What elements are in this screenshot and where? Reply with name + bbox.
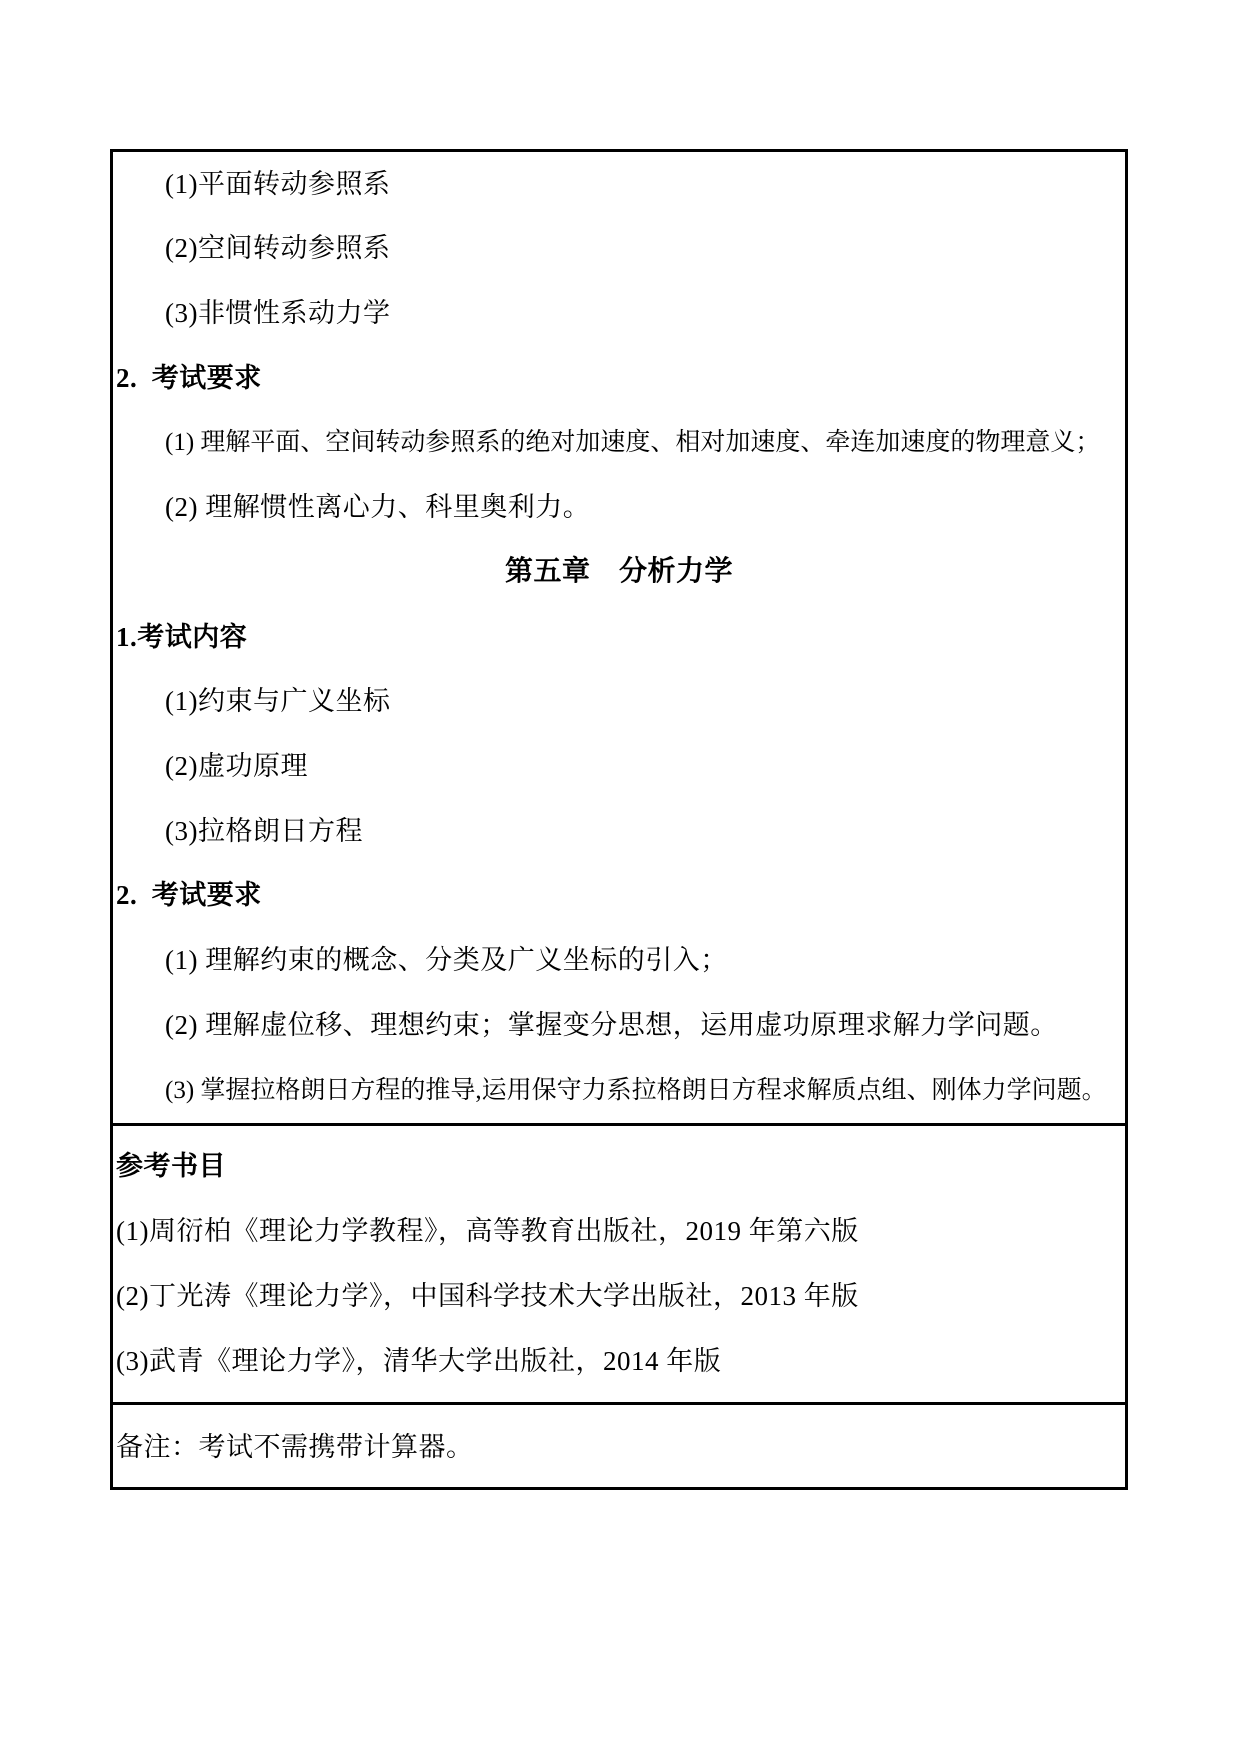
reference-item: (3)武青《理论力学》，清华大学出版社，2014 年版 [116,1345,722,1376]
section-heading-exam-requirements: 2. 考试要求 [116,880,262,911]
remark-text: 备注：考试不需携带计算器。 [116,1431,474,1462]
section-heading-exam-content: 1.考试内容 [116,621,248,652]
requirement-item: (2) 理解虚位移、理想约束；掌握变分思想，运用虚功原理求解力学问题。 [165,1009,1058,1040]
document-table [110,149,1128,1490]
content-item: (3)拉格朗日方程 [165,815,363,846]
requirement-item: (1) 理解平面、空间转动参照系的绝对加速度、相对加速度、牵连加速度的物理意义； [165,429,1101,457]
section-heading-exam-requirements: 2. 考试要求 [116,362,262,393]
requirement-item: (3) 掌握拉格朗日方程的推导,运用保守力系拉格朗日方程求解质点组、刚体力学问题。 [165,1076,1107,1104]
references-heading: 参考书目 [116,1150,226,1181]
reference-item: (2)丁光涛《理论力学》，中国科学技术大学出版社，2013 年版 [116,1280,859,1311]
section-references [113,1123,1125,1402]
reference-item: (1)周衍柏《理论力学教程》，高等教育出版社，2019 年第六版 [116,1215,859,1246]
content-item: (2)虚功原理 [165,750,308,781]
content-item: (2)空间转动参照系 [165,233,391,264]
section-remarks [113,1402,1125,1487]
chapter-heading: 第五章 分析力学 [504,556,733,588]
requirement-item: (2) 理解惯性离心力、科里奥利力。 [165,492,591,523]
requirement-item: (1) 理解约束的概念、分类及广义坐标的引入； [165,945,728,976]
content-item: (1)约束与广义坐标 [165,686,391,717]
content-item: (3)非惯性系动力学 [165,297,391,328]
content-item: (1)平面转动参照系 [165,168,391,199]
section-exam-content [113,152,1125,1123]
